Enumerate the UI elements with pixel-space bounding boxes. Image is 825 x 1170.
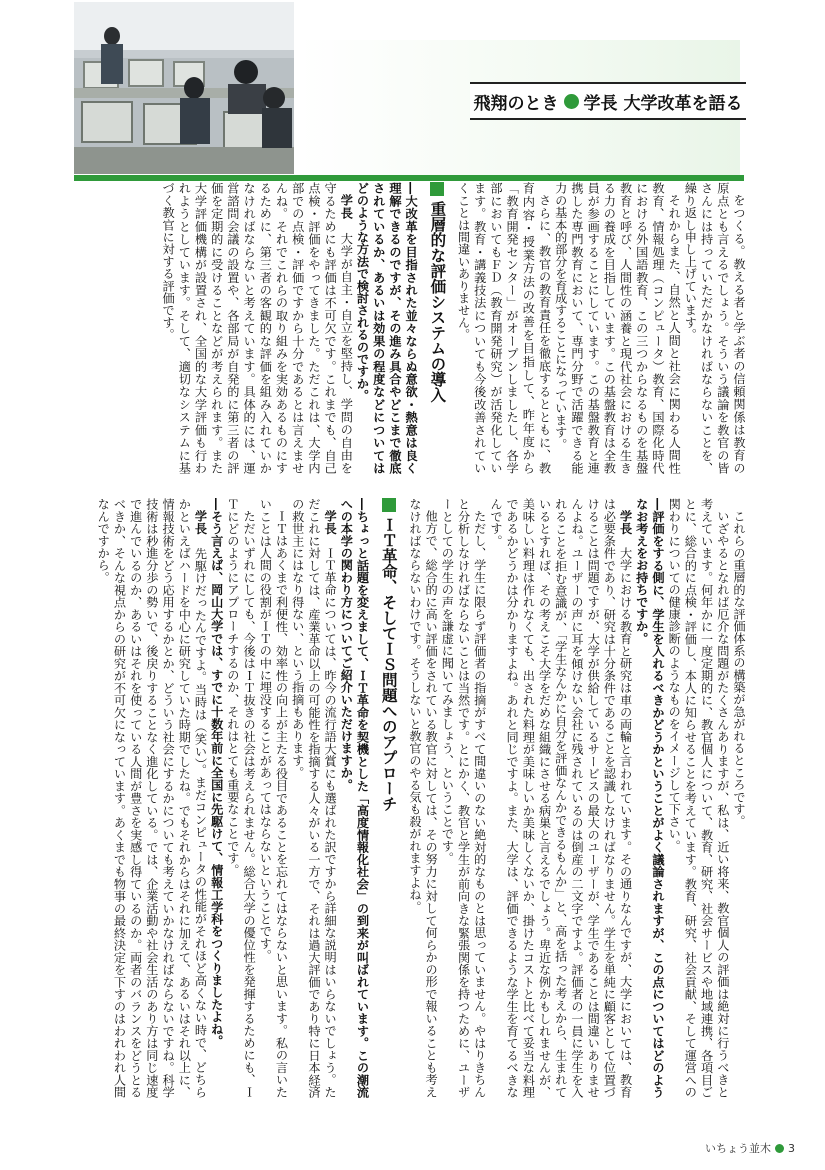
interview-question: ―評価をする側に、学生を入れるべきかどうかということがよく議論されますが、この点についてはどのようなお考えをお持ちですか。 [634, 498, 665, 1098]
interview-question: ―大改革を目指された並々ならぬ意欲・熱意は良く理解できるのですが、その進み具合やどこまで徹底されているか、あるいは効果の程度などについてはどのような方法で検討されるのですか。 [355, 182, 419, 474]
interview-question: ―ちょっと話題を変えまして、ＩＴ革命を契機とした「高度情報化社会」の到来が叫ばれています。この潮流への本学の関わり方についてご紹介いただけますか。 [339, 498, 370, 1098]
green-divider-bar [74, 175, 744, 181]
paragraph: これらの重層的な評価体系の構築が急がれるところです。 [732, 510, 746, 828]
paragraph: ただいずれにしても、今後はＩＴ抜きの社会は考えられません。総合大学の優位性を発揮するためにも、ＩＴにどのようにアプローチするのか、それはとても重要なことです。 [225, 498, 257, 1098]
answer-paragraph: 学長 大学における教育と研究は車の両輪と言われています。その通りなんですが、大学においては、教育は必要条件であり、研究は十分条件であることを認識しなければなりません。学生を単純に顧客として位置づけることは問題ですが、大学が供給しているサービスの最大のユーザーが、学生であることは間違いありませんよね。ユーザーの声に耳を傾けない会社に残されているのは倒産の二文字ですよ。評価者の一員に学生を入れることを拒む意識が、「学生なんかに自分を評価なんかできるもんか」と、高を括った考えから、生まれているとすれば、その考えこそ大学をだめな組織にさせる病巣と言えるでしょう。卑近な例かもしれませんが、美味しい料理は作れなくても、出された料理が美味しいか美味しくないか、掛けたコストと比べて妥当な料理であるかどうかは分かりますよね。あれと同じですよ。また、大学は、評価できるような学生を育てるべきなんです。 [488, 498, 633, 1098]
section-heading-evaluation: 重層的な評価システムの導入 [429, 182, 445, 474]
paragraph: 他方で、総合的に高い評価をされている教官に対しては、その努力に対して何らかの形で報いることも考えなければならないわけです。そうしないと教官のやる気も殺がれますよね。 [407, 498, 439, 1098]
answer-paragraph: 学長 ＩＴ革命については、昨今の流行語大賞にも選ばれた訳ですから詳細な説明はいらないでしょう。ただこれに対しては、産業革命以上の可能性を指摘する人々がいる一方で、それは過大評価であり特に日本経済の救世主にはなり得ない、という指摘もあります。 [290, 498, 338, 1098]
paragraph: をつくる。教える者と学ぶ者の信頼関係は教育の原点とも言えるでしょう。そういう議論を教官の皆さんには持っていただかなければならないことを、繰り返し申し上げています。 [683, 182, 746, 474]
green-dot-icon [564, 94, 579, 109]
footer-publication-name: いちょう並木 [705, 1142, 771, 1155]
section-banner [470, 82, 746, 120]
article-bottom-half [74, 498, 747, 1098]
page-footer [705, 1140, 795, 1156]
answer-paragraph: 学長 大学が自主・自立を堅持し、学問の自由を守るためにも評価は不可欠です。これまでも、自己点検・評価をやってきました。ただこれは、大学内部での点検・評価ですから十分であるとは言えませんね。それでこれらの取り組みを実効あるものにするために、第三者の客観的な評価を組み入れていかなければならないと考えています。具体的には、運営諮問会議の設置や、各部局が自発的に第三者の評価を定期的に受けることなどが考えられます。また大学評価機構が設置され、全国的な大学評価も行われようとしています。そして、適切なシステムに基づく教官に対する評価です。 [161, 182, 354, 475]
banner-article-title: 学長 大学改革を語る [583, 93, 743, 114]
article-top-half [74, 182, 747, 474]
speaker-label: 学長 [323, 510, 338, 535]
green-square-icon [430, 182, 444, 196]
paragraph: さらに、教官の教育責任を徹底するとともに、教育内容・授業方法の改善を目指して、昨年度から「教育開発センター」がオープンしましたし、各学部においてもＦＤ（教育開発研究）が活発化しています。教育・講義技法についても今後改善されていくことは間違いありません。 [456, 182, 552, 474]
answer-paragraph: 学長 先駆けだったんですよ。当時は（笑い）。まだコンピュータの性能がそれほど高くない時で、どちらかといえばハードを中心に研究していた時期でしたね。でもそれからはそれに加えて、あるいはそれ以上に、情報技術をどう応用するかとか、どういう社会にするかについても考えていかなければならないですね。科学技術は秒進分歩の勢いで、後戻りすることなく進化している。では、企業活動や社会生活のあり方は同じ速度で進んでいるのか、あるいはそれを使っている人間が豊さを実感し得ているのか。両者のバランスをどうとるべきか、そんな視点からの研究が不可欠になっています。あくまでも物事の最終決定を下すのはわれわれ人間なんですから。 [96, 498, 208, 1099]
computer-lab-photo [74, 2, 294, 174]
section-heading-it: ＩＴ革命、そしてＩＳ問題へのアプローチ [381, 498, 397, 1098]
banner-series-title: 飛翔のとき [473, 93, 559, 114]
page-number: 3 [788, 1141, 795, 1155]
paragraph: それからまた、自然と人間と社会に関わる人間性教育、情報処理（コンピュータ）教育、国際化時代における外国語教育、この三つからなるものを基盤教育と呼び、人間性の涵養と現代社会における生きる力の養成を目指しています。この基盤教育は全教員が参画することにしています。この基盤教育と連携した専門教育において、専門分野で活躍できる能力の基本的部分を育成することになっています。 [553, 182, 682, 474]
paragraph: ＩＴはあくまで利便性、効率性の向上が主たる役目であることを忘れてはならないと思います。私の言いたいことは人間の役割がＩＴの中に埋没することがあってはならないということです。 [258, 498, 289, 1098]
speaker-label: 学長 [339, 194, 354, 220]
green-dot-icon [775, 1144, 784, 1153]
green-square-icon [382, 498, 396, 512]
interview-question: ―そう言えば、岡山大学では、すでに十数年前に全国に先駆けて、情報工学科をつくりましたよね。 [209, 498, 224, 1047]
paragraph: ただし、学生に限らず評価者の指摘がすべて間違いのない絶対的なものとは思っていません。やはりきちんと分析しなければならないことは当然です。とにかく、教官と学生が前向きな緊張関係を持つために、ユーザーとしての学生の声を謙虚に聞いてみましょう、ということです。 [440, 498, 487, 1098]
computer-lab-illustration [74, 2, 294, 174]
paragraph: いざやるとなれば厄介な問題がたくさんありますが、私は、近い将来、教官個人の評価は絶対に行うべきと考えています。何年かに一度定期的に、教官個人について、教育、研究、社会サービスや地域連携、各項目ごとに、総合的に点検・評価し、本人に知らせることを考えています。教育、研究、社会貢献、そして運営への関わりについての健康診断のようなものをイメージして下さい。 [667, 498, 730, 1098]
speaker-label: 学長 [618, 510, 633, 535]
speaker-label: 学長 [193, 510, 208, 535]
